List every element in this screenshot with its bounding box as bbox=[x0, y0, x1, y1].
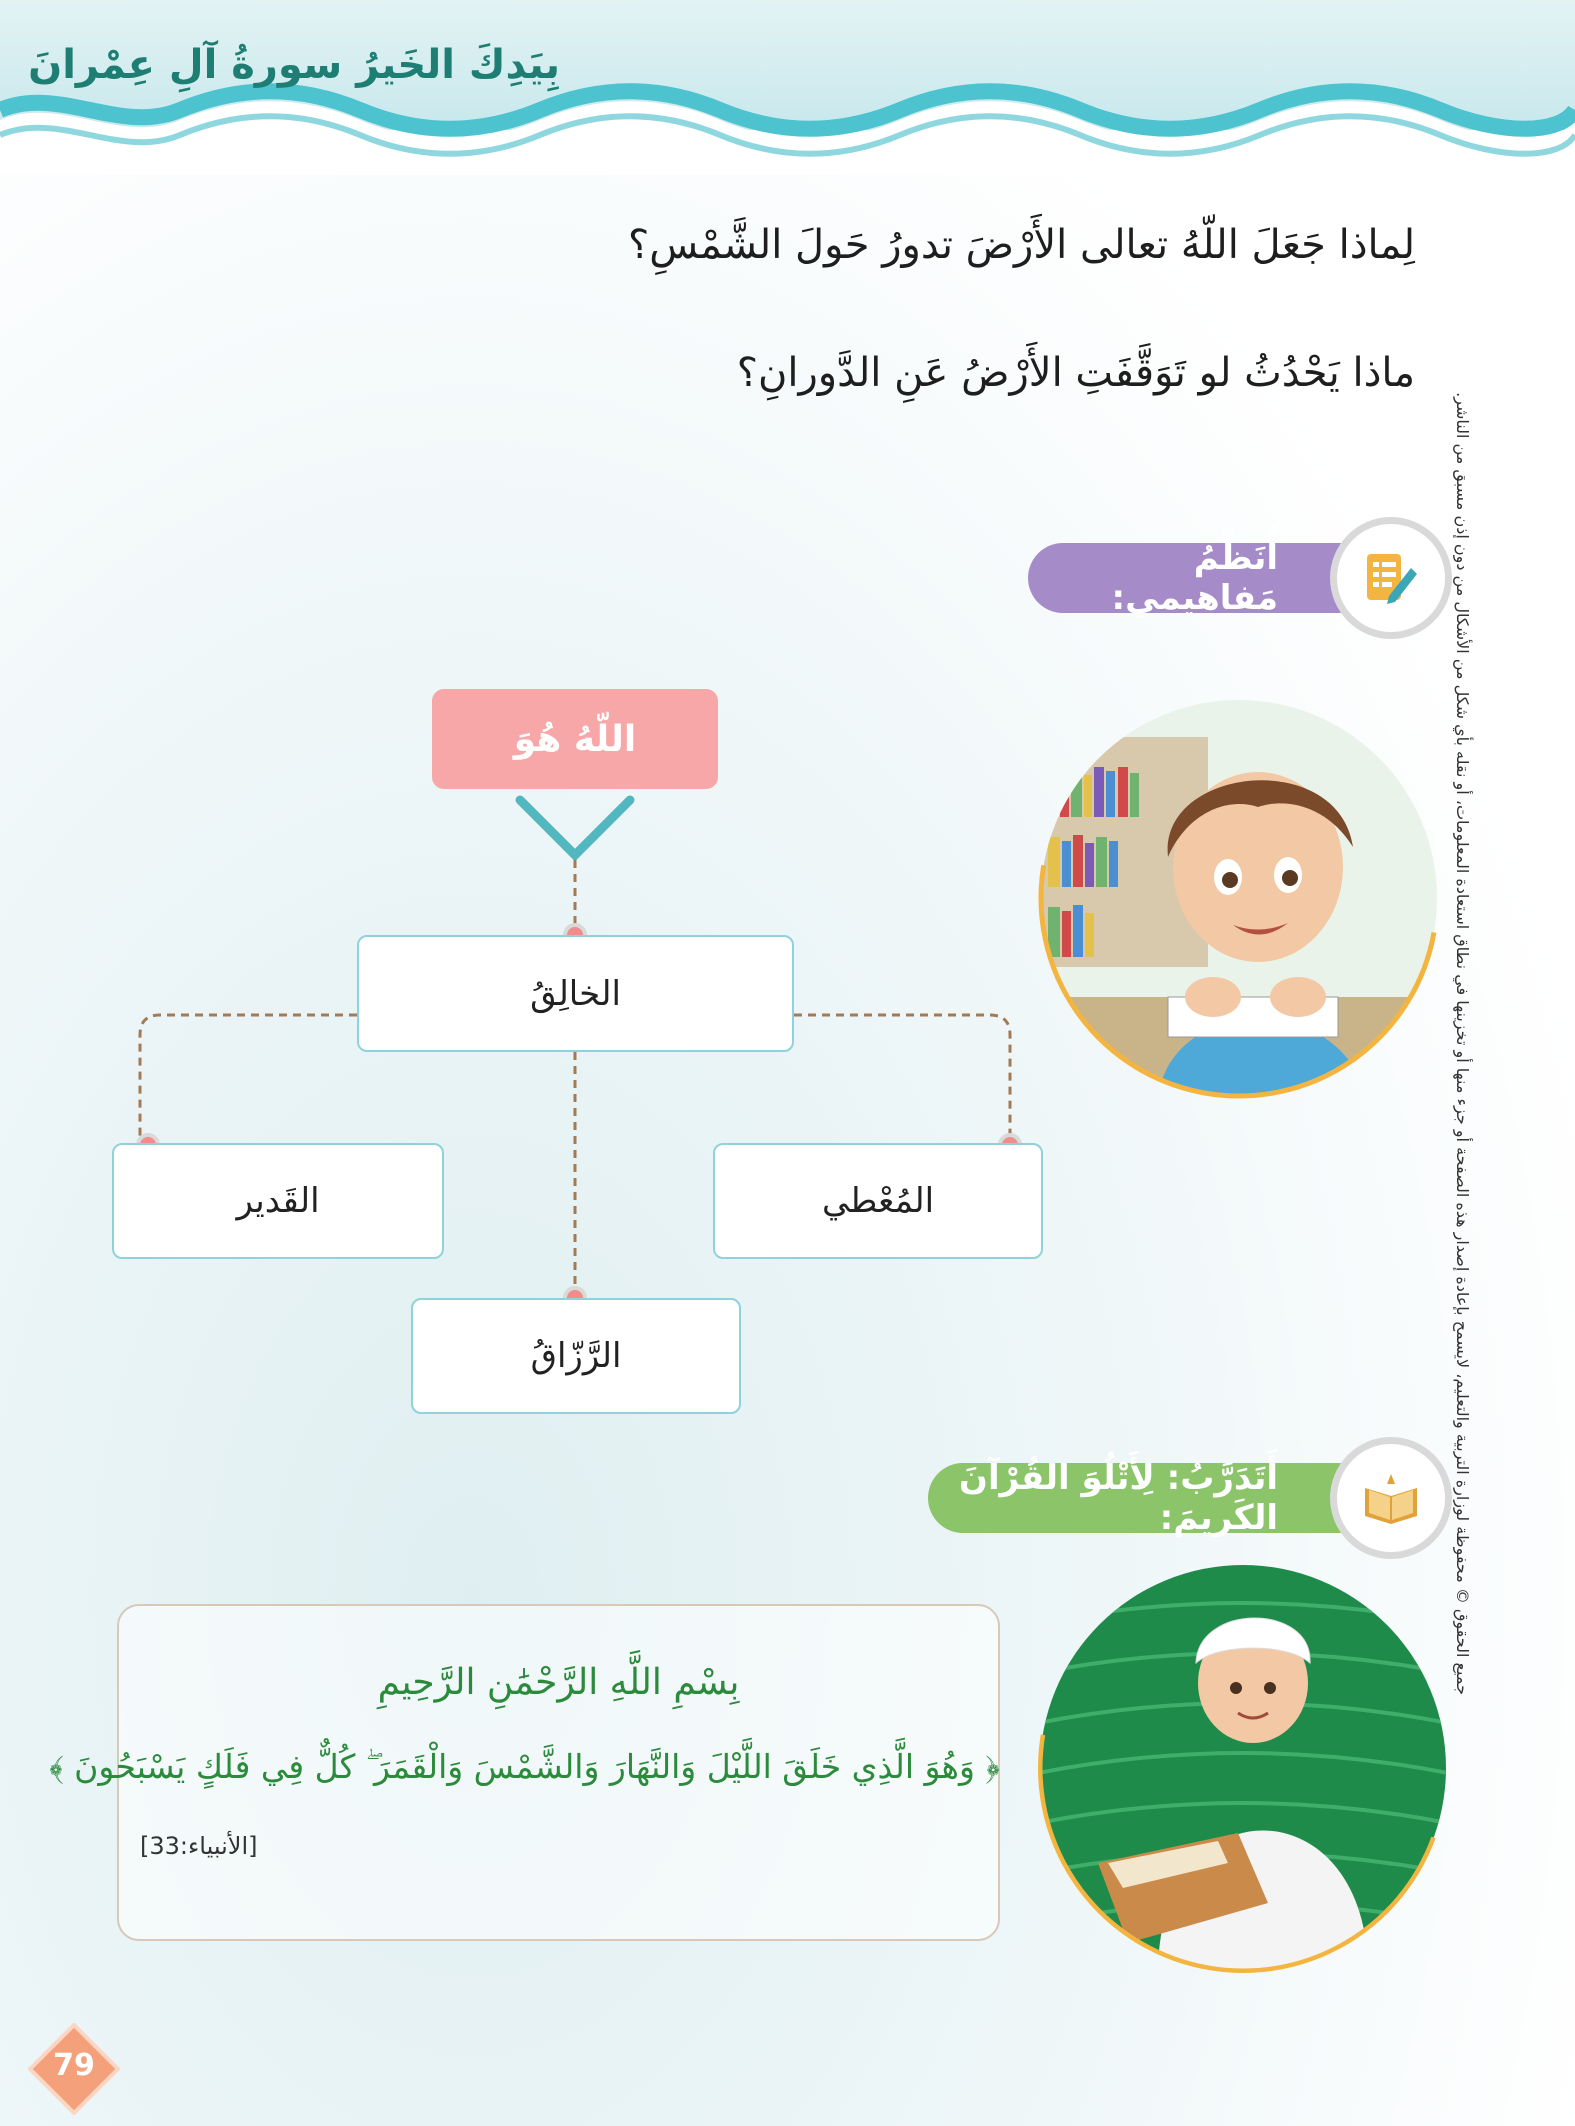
concept-root: اللّهُ هُوَ bbox=[432, 689, 718, 789]
chapter-title: بِيَدِكَ الخَيرُ سورةُ آلِ عِمْرانَ bbox=[28, 42, 560, 88]
practice-banner: أَتَدَرَّبُ: لِأَتْلُوَ القُرْآنَ الكَريمَ: bbox=[928, 1463, 1358, 1533]
verse-reference: [الأنبياء:33] bbox=[140, 1832, 258, 1860]
question-1: لِماذا جَعَلَ اللّهُ تعالى الأَرْضَ تدورُ حَولَ الشَّمْسِ؟ bbox=[627, 222, 1415, 268]
practice-badge bbox=[1337, 1444, 1445, 1552]
concept-provider: الرَّزّاقُ bbox=[411, 1298, 741, 1414]
copyright-note: جميع الحقوق © محفوظة لوزارة التربية والتعليم، لايسمح بإعادة إصدار هذه الصفحة أو جزء منها أو تخزينها في نطاق استعادة المعلومات، أو نقله بأي شكل من الأشكال من دون إذن مسبق من الناشر. bbox=[1453, 392, 1472, 1695]
concept-mighty: القَدير bbox=[112, 1143, 444, 1259]
notes-pencil-icon bbox=[1359, 546, 1423, 610]
organize-banner: أُنَظِّمُ مَفاهيمي: bbox=[1028, 543, 1358, 613]
boy-reading-quran-illustration bbox=[1038, 1563, 1448, 1973]
verse-text: ﴿ وَهُوَ الَّذِي خَلَقَ اللَّيْلَ وَالنَّهَارَ وَالشَّمْسَ وَالْقَمَرَ ۖ كُلٌّ فِي فَلَكٍ يَسْبَحُونَ ﴾ bbox=[49, 1747, 1000, 1786]
concept-creator: الخالِقُ bbox=[357, 935, 794, 1052]
organize-badge bbox=[1337, 524, 1445, 632]
page-number: 79 bbox=[53, 2048, 95, 2083]
basmala: بِسْمِ اللَّهِ الرَّحْمَٰنِ الرَّحِيمِ bbox=[377, 1662, 740, 1703]
concept-giver: المُعْطي bbox=[713, 1143, 1043, 1259]
open-quran-icon bbox=[1359, 1466, 1423, 1530]
boy-writing-illustration bbox=[1038, 697, 1440, 1099]
question-2: ماذا يَحْدُثُ لو تَوَقَّفَتِ الأَرْضُ عَنِ الدَّورانِ؟ bbox=[736, 350, 1415, 396]
